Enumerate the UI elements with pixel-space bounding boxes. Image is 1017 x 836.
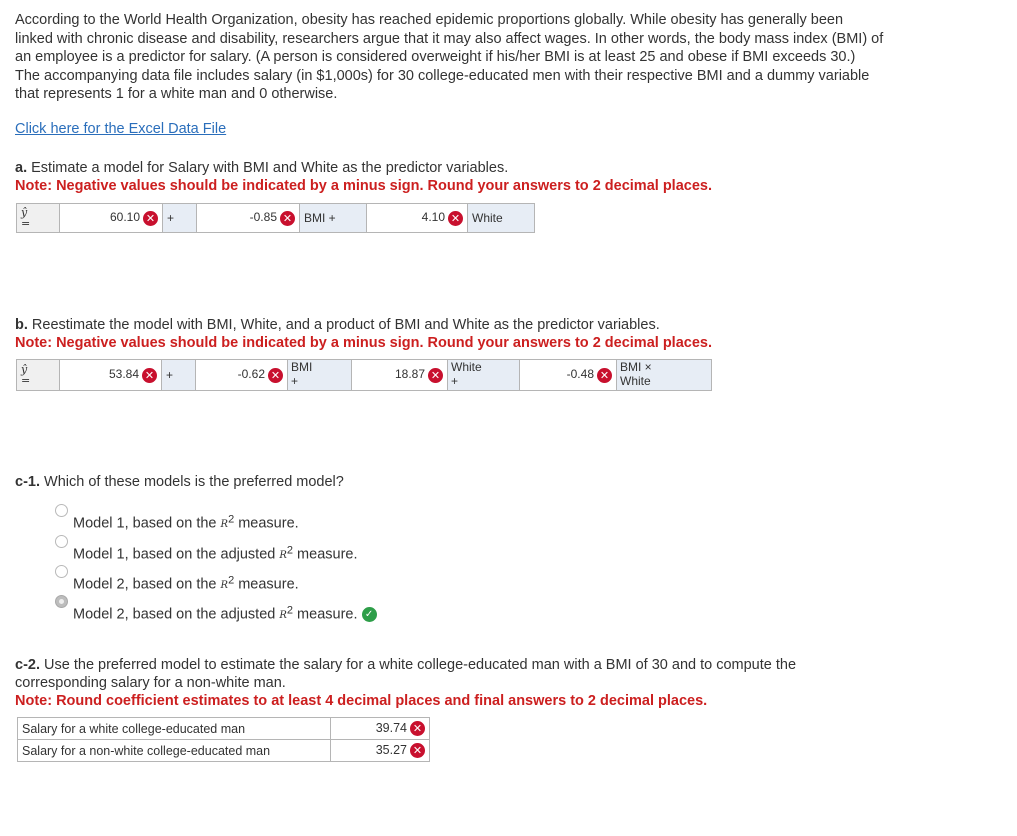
radio-button-selected[interactable]: [55, 595, 68, 608]
table-row: [18, 740, 430, 762]
equals-sign: =: [21, 374, 31, 387]
intro-line: linked with chronic disease and disability, researchers argue that it may also affect wages. In other words, the body mass index (BMI) of: [15, 30, 884, 47]
problem-statement: [15, 11, 975, 104]
part-b-intercept-value: 53.84: [108, 367, 139, 382]
interaction-label-bottom: White: [620, 374, 651, 388]
yhat-symbol: ŷ: [21, 206, 28, 219]
radio-button[interactable]: [55, 565, 68, 578]
intro-line: that represents 1 for a white man and 0 otherwise.: [15, 86, 338, 102]
part-b-intercept-input[interactable]: [60, 360, 162, 391]
part-a-question: [15, 159, 508, 177]
part-b-white-coef-input[interactable]: [352, 360, 448, 391]
part-b-label: b.: [15, 317, 28, 333]
salary-table: [17, 717, 430, 762]
yhat-cell: [17, 360, 60, 391]
intro-line: According to the World Health Organization, obesity has reached epidemic proportions globally. While obesity has generally been: [15, 12, 844, 28]
part-b-equation: [16, 359, 712, 391]
yhat-symbol: ŷ: [21, 363, 28, 376]
x-circle-icon: ✕: [597, 368, 612, 383]
part-b-interaction-coef-input[interactable]: [520, 360, 617, 391]
salary-nonwhite-input[interactable]: [331, 740, 430, 762]
x-circle-icon: ✕: [410, 721, 425, 736]
x-circle-icon: ✕: [142, 368, 157, 383]
r-squared-symbol: $R^2$: [220, 514, 235, 531]
x-circle-icon: ✕: [410, 743, 425, 758]
x-circle-icon: ✕: [143, 211, 158, 226]
option-label: Model 2, based on the $R^2$ measure.: [73, 575, 299, 593]
part-c1-text: Which of these models is the preferred model?: [44, 474, 344, 490]
part-a-white-coef-input[interactable]: [367, 204, 468, 233]
part-a-note: Note: Negative values should be indicated by a minus sign. Round your answers to 2 decimal places.: [15, 178, 712, 194]
part-a-white-coef-value: 4.10: [421, 210, 445, 225]
part-b-bmi-coef-input[interactable]: [196, 360, 288, 391]
part-a-intercept-input[interactable]: [60, 204, 163, 233]
r-squared-symbol: $R^2$: [279, 605, 294, 622]
part-c2-text-2: corresponding salary for a non-white man.: [15, 675, 286, 691]
part-c1-label: c-1.: [15, 474, 40, 490]
option-label: Model 1, based on the $R^2$ measure.: [73, 514, 299, 532]
salary-white-label: Salary for a white college-educated man: [18, 718, 331, 740]
r-squared-symbol: $R^2$: [279, 545, 294, 562]
part-b-question: [15, 316, 660, 334]
part-c2-text-1: Use the preferred model to estimate the salary for a white college-educated man with a BMI of 30 and to compute the: [44, 657, 797, 673]
x-circle-icon: ✕: [428, 368, 443, 383]
part-c2-label: c-2.: [15, 657, 40, 673]
bmi-label: [288, 360, 352, 391]
part-b-text: Reestimate the model with BMI, White, and a product of BMI and White as the predictor variables.: [31, 317, 660, 333]
white-label: [448, 360, 520, 391]
option-label: Model 2, based on the adjusted $R^2$ measure. ✓: [73, 601, 377, 626]
part-a-bmi-coef-value: -0.85: [249, 210, 277, 225]
yhat-cell: [17, 204, 60, 233]
radio-button[interactable]: [55, 504, 68, 517]
salary-nonwhite-value: 35.27: [375, 742, 407, 757]
white-label: White: [468, 204, 535, 233]
part-c1-question: [15, 473, 344, 491]
part-c2-question: [15, 656, 975, 692]
x-circle-icon: ✕: [448, 211, 463, 226]
part-a-text: Estimate a model for Salary with BMI and White as the predictor variables.: [31, 160, 509, 176]
part-a-label: a.: [15, 160, 28, 176]
part-b-interaction-coef-value: -0.48: [566, 367, 594, 382]
option-label: Model 1, based on the adjusted $R^2$ measure.: [73, 545, 358, 563]
x-circle-icon: ✕: [280, 211, 295, 226]
part-b-white-coef-value: 18.87: [394, 367, 425, 382]
intro-line: The accompanying data file includes salary (in $1,000s) for 30 college-educated men with their respective BMI and a dummy variable: [15, 67, 870, 84]
white-label-top: White: [451, 360, 482, 374]
part-b-bmi-coef-value: -0.62: [237, 367, 265, 382]
plus-label: +: [162, 360, 196, 391]
salary-nonwhite-label: Salary for a non-white college-educated man: [18, 740, 331, 762]
r-squared-symbol: $R^2$: [220, 575, 235, 592]
bmi-label-top: BMI: [291, 360, 313, 374]
part-c2-note: Note: Round coefficient estimates to at least 4 decimal places and final answers to 2 decimal places.: [15, 693, 708, 709]
salary-white-value: 39.74: [375, 720, 407, 735]
x-circle-icon: ✕: [268, 368, 283, 383]
table-row: [18, 718, 430, 740]
check-circle-icon: ✓: [362, 607, 377, 622]
part-a-bmi-coef-input[interactable]: [197, 204, 300, 233]
bmi-label: BMI +: [300, 204, 367, 233]
plus-label: +: [163, 204, 197, 233]
bmi-label-bottom: +: [291, 374, 299, 388]
part-b-note: Note: Negative values should be indicated by a minus sign. Round your answers to 2 decimal places.: [15, 335, 712, 351]
part-a-equation: [16, 203, 535, 233]
white-label-bottom: +: [451, 374, 459, 388]
interaction-label: [617, 360, 712, 391]
equals-sign: =: [21, 217, 31, 230]
excel-data-link[interactable]: Click here for the Excel Data File: [15, 121, 227, 137]
intro-line: an employee is a predictor for salary. (A person is considered overweight if his/her BMI is at least 25 and obese if BMI exceeds 30.): [15, 49, 856, 65]
salary-white-input[interactable]: [331, 718, 430, 740]
interaction-label-top: BMI ×: [620, 360, 652, 374]
radio-button[interactable]: [55, 535, 68, 548]
part-a-intercept-value: 60.10: [109, 210, 140, 225]
